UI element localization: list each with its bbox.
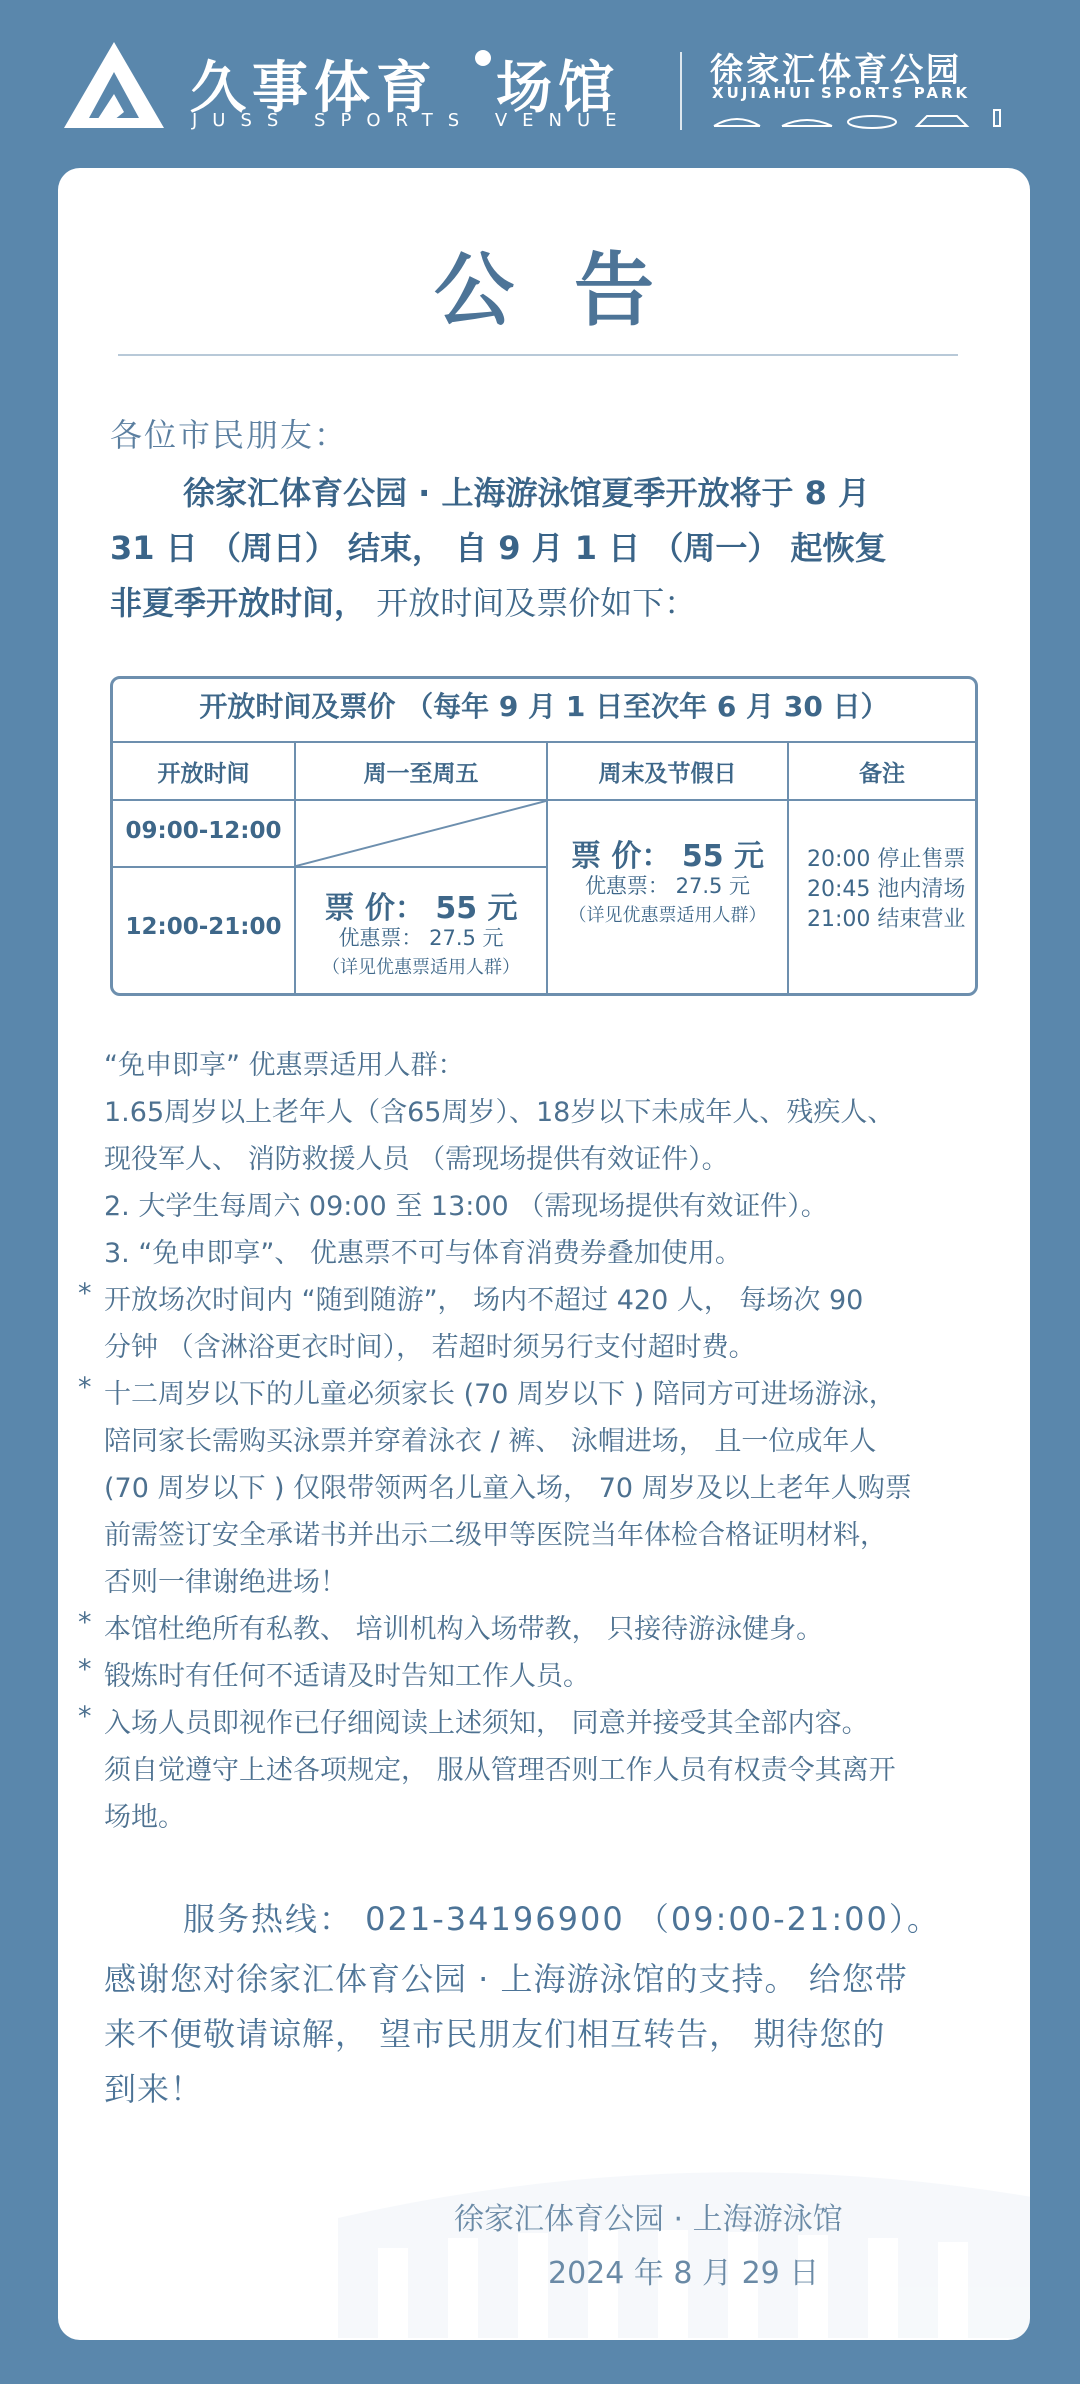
signature-org: 徐家汇体育公园 · 上海游泳馆 <box>454 2202 843 2237</box>
note-line: 现役军人、 消防救援人员 （需现场提供有效证件）。 <box>104 1144 729 1175</box>
thanks-line-2: 来不便敬请谅解， 望市民朋友们相互转告， 期待您的 <box>104 2015 886 2053</box>
header-cell-remark: 备注 <box>859 761 905 787</box>
note-line: 本馆杜绝所有私教、 培训机构入场带教， 只接待游泳健身。 <box>104 1614 824 1645</box>
page-title: 公告 <box>434 244 714 337</box>
weekend-note: （详见优惠票适用人群） <box>568 905 767 926</box>
signature-date: 2024 年 8 月 29 日 <box>548 2256 820 2291</box>
park-name: 徐家汇体育公园 <box>710 50 962 89</box>
schedule-table <box>110 676 978 996</box>
weekday-note: （详见优惠票适用人群） <box>322 957 520 978</box>
note-line: “免申即享” 优惠票适用人群： <box>104 1050 465 1081</box>
weekend-discount: 优惠票： 27.5 元 <box>584 874 751 898</box>
note-line: 须自觉遵守上述各项规定， 服从管理否则工作人员有权责令其离开 <box>104 1755 896 1786</box>
header-cell-weekend: 周末及节假日 <box>598 761 737 787</box>
venue-skyline-icon <box>712 108 1012 130</box>
thanks-line-1: 感谢您对徐家汇体育公园 · 上海游泳馆的支持。 给您带 <box>104 1960 908 1998</box>
brand-name-en: JUSS SPORTS VENUE <box>192 110 632 131</box>
note-line: 场地。 <box>104 1802 185 1833</box>
bullet-star: * <box>78 1607 92 1638</box>
note-line: 十二周岁以下的儿童必须家长 (70 周岁以下 ) 陪同方可进场游泳， <box>104 1379 896 1410</box>
bullet-star: * <box>78 1701 92 1732</box>
note-line: 否则一律谢绝进场！ <box>104 1567 347 1598</box>
park-name-en: XUJIAHUI SPORTS PARK <box>712 84 971 102</box>
remark-stop-sale: 20:00 停止售票 <box>807 847 966 872</box>
title-divider <box>118 354 958 356</box>
bullet-star: * <box>78 1278 92 1309</box>
note-line: 陪同家长需购买泳票并穿着泳衣 / 裤、 泳帽进场， 且一位成年人 <box>104 1426 877 1457</box>
mountain-triangle-icon <box>64 42 164 128</box>
bullet-star: * <box>78 1372 92 1403</box>
lead-line-1: 徐家汇体育公园 · 上海游泳馆夏季开放将于 8 月 <box>183 474 870 512</box>
table-title: 开放时间及票价 （每年 9 月 1 日至次年 6 月 30 日） <box>199 690 889 723</box>
note-line: 前需签订安全承诺书并出示二级甲等医院当年体检合格证明材料， <box>104 1520 887 1551</box>
greeting: 各位市民朋友： <box>110 416 349 454</box>
header-cell-time: 开放时间 <box>157 761 250 787</box>
bullet-star: * <box>78 1654 92 1685</box>
note-line: 分钟 （含淋浴更衣时间）， 若超时须另行支付超时费。 <box>104 1332 756 1363</box>
brand-name: 久事体育 场馆 <box>190 56 620 121</box>
stadium-watermark-icon <box>338 2138 1030 2338</box>
lead-line-2: 31 日 （周日） 结束， 自 9 月 1 日 （周一） 起恢复 <box>110 529 887 567</box>
thanks-line-3: 到来！ <box>104 2070 204 2108</box>
empty-cell-diagonal <box>296 801 546 866</box>
note-line: (70 周岁以下 ) 仅限带领两名儿童入场， 70 周岁及以上老年人购票 <box>104 1473 912 1504</box>
note-line: 锻炼时有任何不适请及时告知工作人员。 <box>104 1661 590 1692</box>
note-line: 入场人员即视作已仔细阅读上述须知， 同意并接受其全部内容。 <box>104 1708 869 1739</box>
note-line: 1.65周岁以上老年人（含65周岁）、18岁以下未成年人、残疾人、 <box>104 1097 895 1128</box>
notice-card <box>58 168 1030 2340</box>
note-line: 3. “免申即享”、 优惠票不可与体育消费券叠加使用。 <box>104 1238 742 1269</box>
time-slot-morning: 09:00-12:00 <box>125 818 282 844</box>
service-hotline: 服务热线： 021-34196900 （09:00-21:00）。 <box>183 1900 941 1938</box>
brand-dot <box>475 50 491 66</box>
remark-clear-pool: 20:45 池内清场 <box>807 877 966 902</box>
note-line: 开放场次时间内 “随到随游”， 场内不超过 420 人， 每场次 90 <box>104 1285 864 1316</box>
lead-line-3: 非夏季开放时间， 开放时间及票价如下： <box>110 584 697 622</box>
time-slot-afternoon: 12:00-21:00 <box>125 914 282 940</box>
weekday-price: 票 价： 55 元 <box>324 891 518 926</box>
header-divider <box>680 52 682 130</box>
weekday-discount: 优惠票： 27.5 元 <box>338 926 504 950</box>
header <box>0 0 1080 170</box>
note-line: 2. 大学生每周六 09:00 至 13:00 （需现场提供有效证件）。 <box>104 1191 828 1222</box>
header-cell-weekday: 周一至周五 <box>363 761 479 787</box>
weekend-price: 票 价： 55 元 <box>570 839 765 874</box>
remark-closing: 21:00 结束营业 <box>807 907 966 932</box>
